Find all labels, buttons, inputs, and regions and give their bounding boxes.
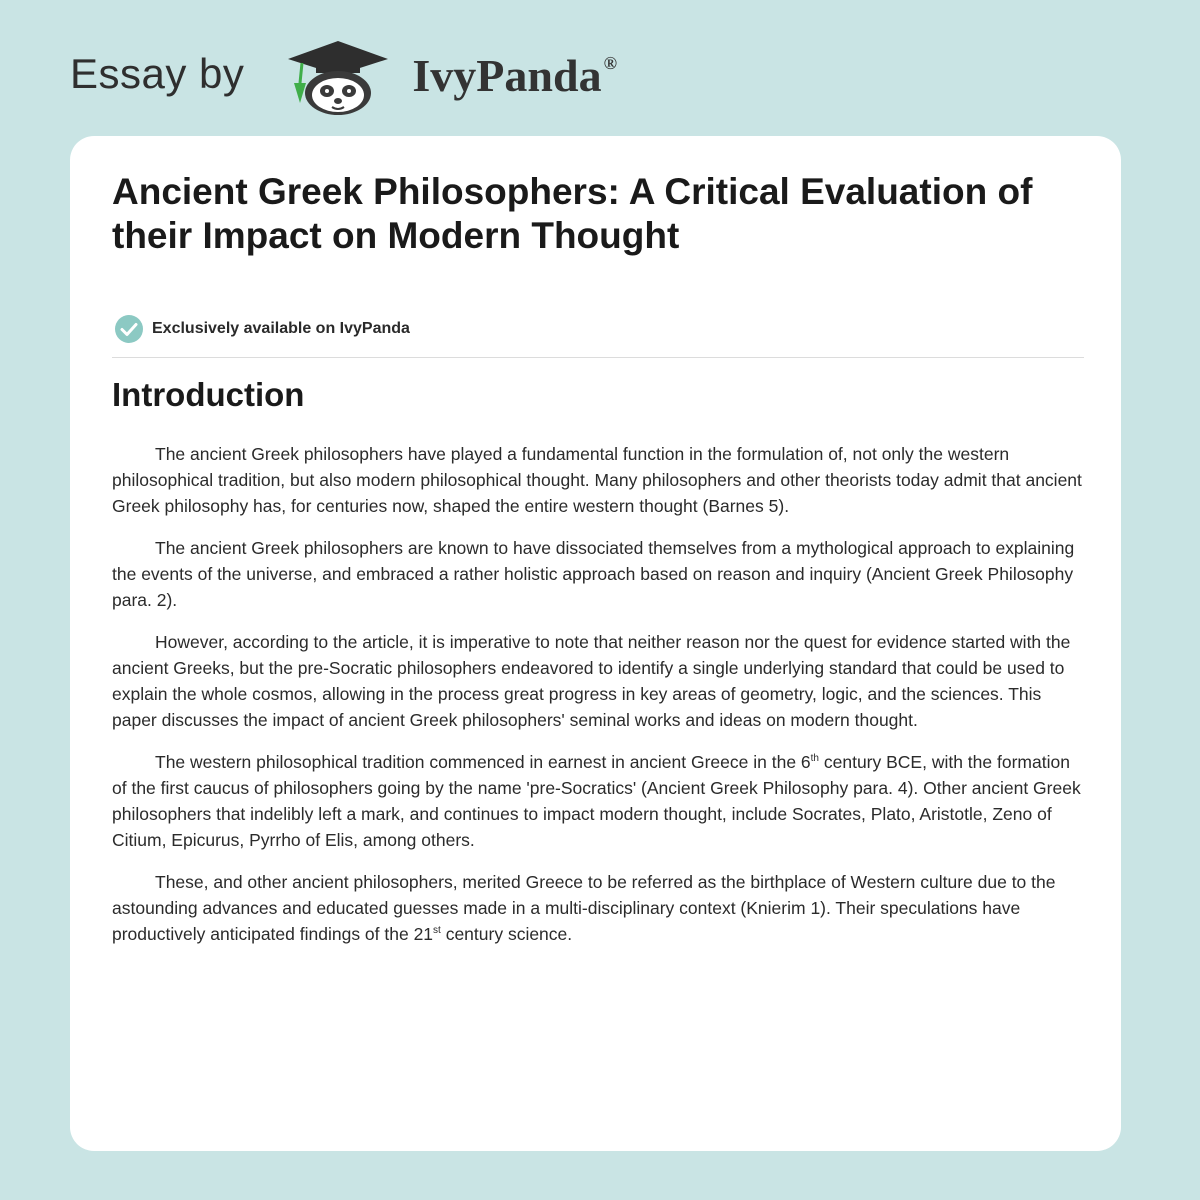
brand-label: IvyPanda xyxy=(412,49,602,101)
paragraph: The ancient Greek philosophers have played a fundamental function in the formulation of, not only the western philosophical tradition, but also modern philosophical thought. Many philosophers and other theorists today admit that ancient Greek philosophy has, for centuries now, shaped the entire western thought (Barnes 5). xyxy=(112,444,1082,516)
section-heading: Introduction xyxy=(112,376,305,413)
essay-card xyxy=(70,136,1121,1151)
paragraph-text: These, and other ancient philosophers, merited Greece to be referred as the birthplace of Western culture due to the astounding advances and educated guesses made in a multi-disciplinary context (Knierim 1). Their speculations have productively anticipated findings of the 21 xyxy=(112,872,1056,944)
essay-title: Ancient Greek Philosophers: A Critical Evaluation of their Impact on Modern Thought xyxy=(112,171,1033,256)
brand-name[interactable] xyxy=(412,49,617,102)
divider xyxy=(112,357,1084,358)
check-circle-icon xyxy=(114,314,144,344)
paragraph-text: century science. xyxy=(440,924,573,944)
paragraph-text: The western philosophical tradition commenced in earnest in ancient Greece in the 6 xyxy=(155,752,811,772)
paragraph xyxy=(112,869,1084,947)
exclusive-badge-label: Exclusively available on IvyPanda xyxy=(152,320,410,337)
ordinal-suffix: th xyxy=(810,753,819,764)
paragraph-text: century BCE, with the formation of the first caucus of philosophers going by the name 'pre-Socratics' (Ancient Greek Philosophy para. 4). Other ancient Greek philosophers that indelibly left a mark, and continues to impact modern thought, include Socrates, Plato, Aristotle, Zeno of Citium, Epicurus, Pyrrho of Elis, among others. xyxy=(112,752,1081,850)
panda-graduation-cap-icon[interactable] xyxy=(278,37,400,117)
ordinal-suffix: st xyxy=(433,925,441,936)
registered-mark: ® xyxy=(603,52,618,73)
essay-body xyxy=(112,441,1084,963)
essay-by-label: Essay by xyxy=(70,50,245,97)
paragraph: The ancient Greek philosophers are known to have dissociated themselves from a mythological approach to explaining the events of the universe, and embraced a rather holistic approach based on reason and inquiry (Ancient Greek Philosophy para. 2). xyxy=(112,538,1075,610)
exclusive-badge xyxy=(114,314,410,344)
paragraph: However, according to the article, it is imperative to note that neither reason nor the quest for evidence started with the ancient Greeks, but the pre-Socratic philosophers endeavored to identify a single underlying standard that could be used to explain the whole cosmos, allowing in the process great progress in key areas of geometry, logic, and the sciences. This paper discusses the impact of ancient Greek philosophers' seminal works and ideas on modern thought. xyxy=(112,632,1071,730)
paragraph xyxy=(112,749,1084,853)
site-header xyxy=(70,32,617,122)
